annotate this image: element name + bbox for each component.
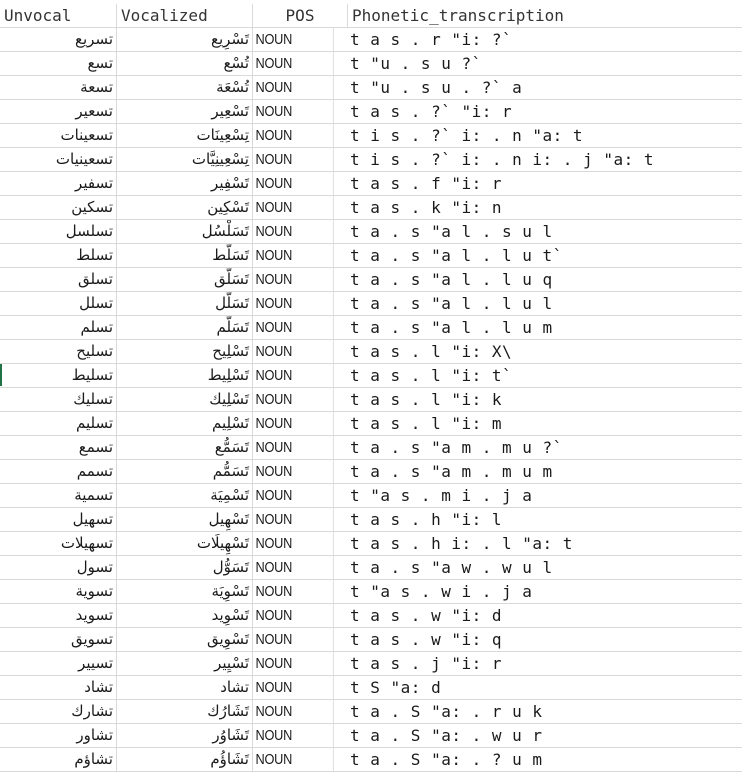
table-row bbox=[0, 76, 742, 100]
unvocal-cell[interactable]: تسليك bbox=[0, 388, 117, 411]
unvocal-cell[interactable]: تسعير bbox=[0, 100, 117, 123]
table-row bbox=[0, 700, 742, 724]
phonetic-cell[interactable]: t i s . ?` i: . n i: . j "a: t bbox=[350, 150, 654, 169]
table-row bbox=[0, 28, 742, 52]
unvocal-cell[interactable]: تسلل bbox=[0, 292, 117, 315]
unvocal-cell[interactable]: تسلم bbox=[0, 316, 117, 339]
table-row bbox=[0, 628, 742, 652]
vocalized-cell[interactable]: تُسْع bbox=[117, 52, 253, 75]
vocalized-cell[interactable]: تَسَلُّل bbox=[117, 292, 253, 315]
pos-cell[interactable]: NOUN bbox=[253, 148, 334, 171]
table-row bbox=[0, 244, 742, 268]
unvocal-cell[interactable]: تسكين bbox=[0, 196, 117, 219]
phonetic-cell[interactable]: t a s . l "i: t` bbox=[350, 366, 513, 385]
active-row-marker bbox=[0, 364, 2, 386]
vocalized-cell[interactable]: تِسْعِينِيَّات bbox=[117, 148, 253, 171]
header-phonetic-transcription[interactable]: Phonetic_transcription bbox=[352, 6, 564, 25]
vocalized-cell[interactable]: تَسْلِيم bbox=[117, 412, 253, 435]
spreadsheet-grid bbox=[0, 4, 742, 772]
vocalized-cell[interactable]: تَسَمُّع bbox=[117, 436, 253, 459]
pos-cell[interactable]: NOUN bbox=[253, 364, 334, 387]
phonetic-cell[interactable]: t a . S "a: . ? u m bbox=[350, 750, 543, 769]
phonetic-cell[interactable]: t a s . h i: . l "a: t bbox=[350, 534, 573, 553]
phonetic-cell[interactable]: t "u . s u ?` bbox=[350, 54, 482, 73]
table-row bbox=[0, 316, 742, 340]
table-row bbox=[0, 220, 742, 244]
phonetic-cell[interactable]: t a s . f "i: r bbox=[350, 174, 502, 193]
phonetic-cell[interactable]: t a . s "a l . s u l bbox=[350, 222, 553, 241]
header-row bbox=[0, 4, 742, 28]
header-pos[interactable]: POS bbox=[253, 4, 348, 27]
vocalized-cell[interactable]: تَسْيِير bbox=[117, 652, 253, 675]
vocalized-cell[interactable]: تَسَوُّل bbox=[117, 556, 253, 579]
vocalized-cell[interactable]: تُسْعَة bbox=[117, 76, 253, 99]
unvocal-cell[interactable]: تسوية bbox=[0, 580, 117, 603]
unvocal-cell[interactable]: تسيير bbox=[0, 652, 117, 675]
pos-cell[interactable]: NOUN bbox=[253, 220, 334, 243]
unvocal-cell[interactable]: تسلط bbox=[0, 244, 117, 267]
unvocal-cell[interactable]: تسلسل bbox=[0, 220, 117, 243]
pos-cell[interactable]: NOUN bbox=[253, 388, 334, 411]
table-row bbox=[0, 388, 742, 412]
pos-cell[interactable]: NOUN bbox=[253, 700, 334, 723]
table-row bbox=[0, 340, 742, 364]
unvocal-cell[interactable]: تشاد bbox=[0, 676, 117, 699]
table-row bbox=[0, 508, 742, 532]
vocalized-cell[interactable]: تَسَلْسُل bbox=[117, 220, 253, 243]
pos-cell[interactable]: NOUN bbox=[253, 316, 334, 339]
unvocal-cell[interactable]: تشاؤم bbox=[0, 748, 117, 771]
phonetic-cell[interactable]: t a s . w "i: q bbox=[350, 630, 502, 649]
vocalized-cell[interactable]: تَسَمُّم bbox=[117, 460, 253, 483]
vocalized-cell[interactable]: تَشَاوُر bbox=[117, 724, 253, 747]
pos-cell[interactable]: NOUN bbox=[253, 268, 334, 291]
table-row bbox=[0, 52, 742, 76]
phonetic-cell[interactable]: t a s . ?` "i: r bbox=[350, 102, 513, 121]
vocalized-cell[interactable]: تَسَلُّق bbox=[117, 268, 253, 291]
phonetic-cell[interactable]: t a . S "a: . r u k bbox=[350, 702, 543, 721]
table-row bbox=[0, 292, 742, 316]
vocalized-cell[interactable]: تَسْكِين bbox=[117, 196, 253, 219]
vocalized-cell[interactable]: تَسْلِيح bbox=[117, 340, 253, 363]
phonetic-cell[interactable]: t a . s "a l . l u l bbox=[350, 294, 553, 313]
vocalized-cell[interactable]: تَسْلِيط bbox=[117, 364, 253, 387]
pos-cell[interactable]: NOUN bbox=[253, 52, 334, 75]
table-row bbox=[0, 652, 742, 676]
table-row bbox=[0, 364, 742, 388]
unvocal-cell[interactable]: تسويد bbox=[0, 604, 117, 627]
pos-cell[interactable]: NOUN bbox=[253, 28, 334, 51]
unvocal-cell[interactable]: تسعينات bbox=[0, 124, 117, 147]
table-row bbox=[0, 148, 742, 172]
phonetic-cell[interactable]: t a . s "a l . l u q bbox=[350, 270, 553, 289]
unvocal-cell[interactable]: تسفير bbox=[0, 172, 117, 195]
phonetic-cell[interactable]: t i s . ?` i: . n "a: t bbox=[350, 126, 584, 145]
unvocal-cell[interactable]: تسريع bbox=[0, 28, 117, 51]
phonetic-cell[interactable]: t a . s "a m . m u ?` bbox=[350, 438, 563, 457]
phonetic-cell[interactable]: t a s . j "i: r bbox=[350, 654, 502, 673]
vocalized-cell[interactable]: تَسْهِيل bbox=[117, 508, 253, 531]
vocalized-cell[interactable]: تَسَلُّط bbox=[117, 244, 253, 267]
phonetic-cell[interactable]: t S "a: d bbox=[350, 678, 442, 697]
unvocal-cell[interactable]: تسعة bbox=[0, 76, 117, 99]
table-row bbox=[0, 604, 742, 628]
unvocal-cell[interactable]: تشاور bbox=[0, 724, 117, 747]
pos-cell[interactable]: NOUN bbox=[253, 172, 334, 195]
vocalized-cell[interactable]: تَسْهِيلَات bbox=[117, 532, 253, 555]
pos-cell[interactable]: NOUN bbox=[253, 676, 334, 699]
phonetic-cell[interactable]: t "a s . m i . j a bbox=[350, 486, 533, 505]
pos-cell[interactable]: NOUN bbox=[253, 292, 334, 315]
vocalized-cell[interactable]: تِسْعِينَات bbox=[117, 124, 253, 147]
pos-cell[interactable]: NOUN bbox=[253, 460, 334, 483]
unvocal-cell[interactable]: تسليم bbox=[0, 412, 117, 435]
pos-cell[interactable]: NOUN bbox=[253, 436, 334, 459]
vocalized-cell[interactable]: تَسْوِيد bbox=[117, 604, 253, 627]
pos-cell[interactable]: NOUN bbox=[253, 340, 334, 363]
table-row bbox=[0, 412, 742, 436]
pos-cell[interactable]: NOUN bbox=[253, 604, 334, 627]
pos-cell[interactable]: NOUN bbox=[253, 508, 334, 531]
table-row bbox=[0, 556, 742, 580]
unvocal-cell[interactable]: تسعينيات bbox=[0, 148, 117, 171]
unvocal-cell[interactable]: تسمية bbox=[0, 484, 117, 507]
table-row bbox=[0, 172, 742, 196]
phonetic-cell[interactable]: t a . s "a l . l u m bbox=[350, 318, 553, 337]
phonetic-cell[interactable]: t "a s . w i . j a bbox=[350, 582, 533, 601]
header-unvocal[interactable]: Unvocal bbox=[0, 4, 117, 27]
phonetic-cell[interactable]: t a s . h "i: l bbox=[350, 510, 502, 529]
table-row bbox=[0, 436, 742, 460]
table-row bbox=[0, 580, 742, 604]
table-row bbox=[0, 124, 742, 148]
pos-cell[interactable]: NOUN bbox=[253, 124, 334, 147]
pos-cell[interactable]: NOUN bbox=[253, 628, 334, 651]
pos-cell[interactable]: NOUN bbox=[253, 580, 334, 603]
pos-cell[interactable]: NOUN bbox=[253, 412, 334, 435]
unvocal-cell[interactable]: تسهيل bbox=[0, 508, 117, 531]
phonetic-cell[interactable]: t a s . l "i: X\ bbox=[350, 342, 513, 361]
pos-cell[interactable]: NOUN bbox=[253, 484, 334, 507]
pos-cell[interactable]: NOUN bbox=[253, 724, 334, 747]
table-row bbox=[0, 748, 742, 772]
pos-cell[interactable]: NOUN bbox=[253, 748, 334, 771]
phonetic-cell[interactable]: t a . s "a l . l u t` bbox=[350, 246, 563, 265]
vocalized-cell[interactable]: تَسْلِيك bbox=[117, 388, 253, 411]
vocalized-cell[interactable]: تَسَلُّم bbox=[117, 316, 253, 339]
pos-cell[interactable]: NOUN bbox=[253, 244, 334, 267]
pos-cell[interactable]: NOUN bbox=[253, 76, 334, 99]
vocalized-cell[interactable]: تَسْمِيَة bbox=[117, 484, 253, 507]
table-body bbox=[0, 28, 742, 772]
vocalized-cell[interactable]: تَشَاؤُم bbox=[117, 748, 253, 771]
unvocal-cell[interactable]: تسليط bbox=[0, 364, 117, 387]
unvocal-cell[interactable]: تسع bbox=[0, 52, 117, 75]
unvocal-cell[interactable]: تسويق bbox=[0, 628, 117, 651]
header-vocalized[interactable]: Vocalized bbox=[117, 4, 253, 27]
phonetic-cell[interactable]: t a . S "a: . w u r bbox=[350, 726, 543, 745]
vocalized-cell[interactable]: تَسْرِيع bbox=[117, 28, 253, 51]
table-row bbox=[0, 268, 742, 292]
vocalized-cell[interactable]: تشاد bbox=[117, 676, 253, 699]
phonetic-cell[interactable]: t a s . r "i: ?` bbox=[350, 30, 513, 49]
unvocal-cell[interactable]: تسمم bbox=[0, 460, 117, 483]
phonetic-cell[interactable]: t a s . w "i: d bbox=[350, 606, 502, 625]
vocalized-cell[interactable]: تَسْعِير bbox=[117, 100, 253, 123]
unvocal-cell[interactable]: تسليح bbox=[0, 340, 117, 363]
table-row bbox=[0, 724, 742, 748]
pos-cell[interactable]: NOUN bbox=[253, 196, 334, 219]
table-row bbox=[0, 196, 742, 220]
phonetic-cell[interactable]: t a . s "a m . m u m bbox=[350, 462, 553, 481]
phonetic-cell[interactable]: t a s . l "i: k bbox=[350, 390, 502, 409]
unvocal-cell[interactable]: تسلق bbox=[0, 268, 117, 291]
pos-cell[interactable]: NOUN bbox=[253, 652, 334, 675]
table-row bbox=[0, 460, 742, 484]
table-row bbox=[0, 484, 742, 508]
unvocal-cell[interactable]: تسمع bbox=[0, 436, 117, 459]
vocalized-cell[interactable]: تَشَارُك bbox=[117, 700, 253, 723]
table-row bbox=[0, 676, 742, 700]
unvocal-cell[interactable]: تسول bbox=[0, 556, 117, 579]
unvocal-cell[interactable]: تشارك bbox=[0, 700, 117, 723]
table-row bbox=[0, 100, 742, 124]
unvocal-cell[interactable]: تسهيلات bbox=[0, 532, 117, 555]
vocalized-cell[interactable]: تَسْفِير bbox=[117, 172, 253, 195]
pos-cell[interactable]: NOUN bbox=[253, 556, 334, 579]
phonetic-cell[interactable]: t "u . s u . ?` a bbox=[350, 78, 523, 97]
pos-cell[interactable]: NOUN bbox=[253, 532, 334, 555]
phonetic-cell[interactable]: t a s . l "i: m bbox=[350, 414, 502, 433]
vocalized-cell[interactable]: تَسْوِيق bbox=[117, 628, 253, 651]
vocalized-cell[interactable]: تَسْوِيَة bbox=[117, 580, 253, 603]
table-row bbox=[0, 532, 742, 556]
phonetic-cell[interactable]: t a . s "a w . w u l bbox=[350, 558, 553, 577]
phonetic-cell[interactable]: t a s . k "i: n bbox=[350, 198, 502, 217]
pos-cell[interactable]: NOUN bbox=[253, 100, 334, 123]
